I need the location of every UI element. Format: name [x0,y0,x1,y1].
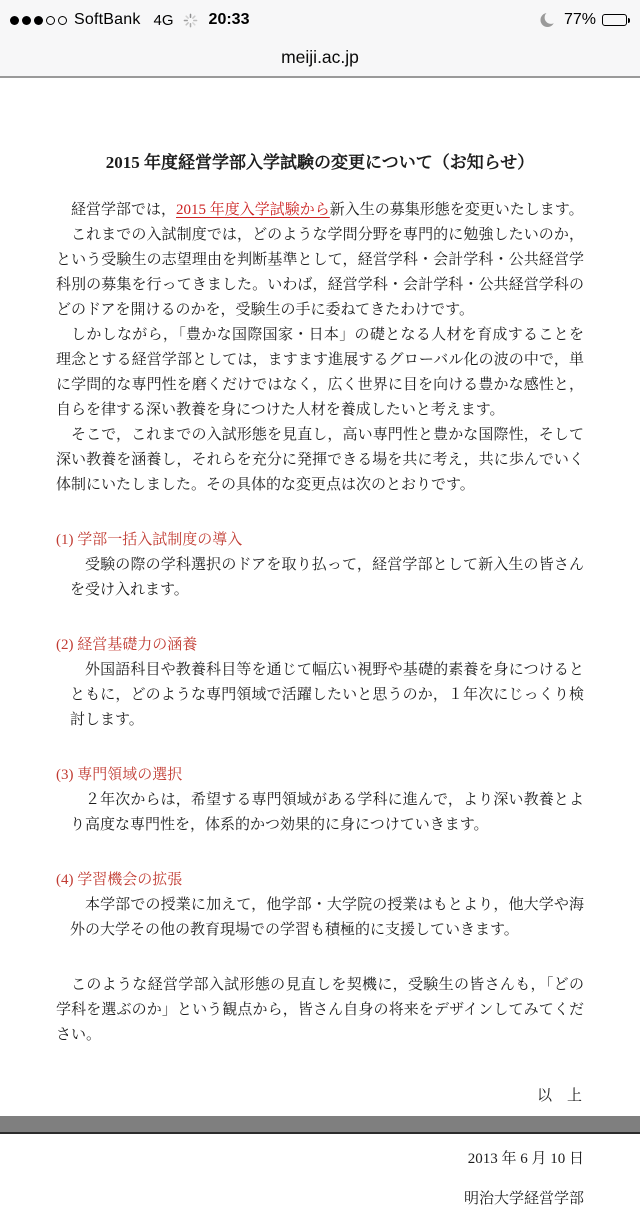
section-1-heading: (1) 学部一括入試制度の導入 [56,532,243,548]
page-content [0,78,640,1207]
section-2-heading: (2) 経営基礎力の涵養 [56,637,198,653]
status-bar [0,0,640,40]
section-2 [56,633,584,733]
document-date: 2013 年 6 月 10 日 [467,1151,584,1167]
section-2-body: 外国語科目や教養科目等を通じて幅広い視野や基礎的素養を身につけるとともに，どのような専門領域で活躍したいと思うのか，１年次にじっくり検討します。 [70,662,584,728]
exam-year-link[interactable]: 2015 年度入学試験から [176,202,330,218]
bottom-toolbar-edge [0,1132,640,1134]
network-activity-spinner-icon [183,13,198,28]
section-3-body: ２年次からは，希望する専門領域がある学科に進んで，より深い教養とより高度な専門性を，体系的かつ効果的に身につけていきます。 [70,792,584,833]
signal-dot [34,16,43,25]
bottom-toolbar[interactable] [0,1116,640,1132]
status-right-cluster [539,11,630,29]
document-title: 2015 年度経営学部入学試験の変更について（お知らせ） [105,153,535,172]
carrier-label: SoftBank [74,11,141,28]
section-4-heading: (4) 学習機会の拡張 [56,872,183,888]
section-4 [56,868,584,943]
network-type-label: 4G [153,11,174,29]
browser-chrome [0,0,640,78]
paragraph-1: これまでの入試制度では，どのような学問分野を専門的に勉強したいのか，という受験生の志望理由を判断基準として，経営学科・会計学科・公共経営学科別の募集を行ってきました。いわば，経営学科・会計学科・公共経営学科のどのドアを開けるのかを，受験生の手に委ねてきたわけです。 [56,227,584,318]
battery-icon [602,14,630,26]
clock: 20:33 [208,11,250,28]
closing-paragraph: このような経営学部入試形態の見直しを契機に，受験生の皆さんも，「どの学科を選ぶのか」という観点から，皆さん自身の将来をデザインしてみてください。 [56,977,584,1043]
sign-off: 以 上 [536,1088,582,1104]
do-not-disturb-moon-icon [539,11,557,29]
section-4-body: 本学部での授業に加えて，他学部・大学院の授業はもとより，他大学や海外の大学その他の教育現場での学習も積極的に支援していきます。 [70,897,584,938]
intro-after-link: 新入生の募集形態を変更いたします。 [329,202,584,218]
address-bar[interactable] [0,40,640,76]
notice-document [0,78,640,1212]
intro-paragraph [56,198,584,223]
intro-before-link: 経営学部では， [71,202,177,218]
paragraph-3: そこで，これまでの入試形態を見直し，高い専門性と豊かな国際性，そして深い教養を涵養し，それらを充分に発揮できる場を共に考え，共に歩んでいく体制にいたしました。その具体的な変更点は次のとおりです。 [56,427,584,493]
signal-dot [22,16,31,25]
signal-dot [58,16,67,25]
section-1-body: 受験の際の学科選択のドアを取り払って，経営学部として新入生の皆さんを受け入れます。 [70,557,584,598]
section-1 [56,528,584,603]
url-text[interactable]: meiji.ac.jp [281,47,359,67]
section-3 [56,763,584,838]
paragraph-2: しかしながら，「豊かな国際国家・日本」の礎となる人材を育成することを理念とする経営学部としては，ますます進展するグローバル化の波の中で，単に学問的な専門性を磨くだけではなく，広く世界に目を向ける豊かな感性と，自らを律する深い教養を身につけた人材を養成したいと考えます。 [56,327,584,418]
signal-dot [46,16,55,25]
document-signature: 明治大学経営学部 [463,1191,584,1207]
section-3-heading: (3) 専門領域の選択 [56,767,183,783]
signal-dot [10,16,19,25]
signal-strength-icon [10,16,67,25]
battery-percent-label: 77% [563,11,596,28]
